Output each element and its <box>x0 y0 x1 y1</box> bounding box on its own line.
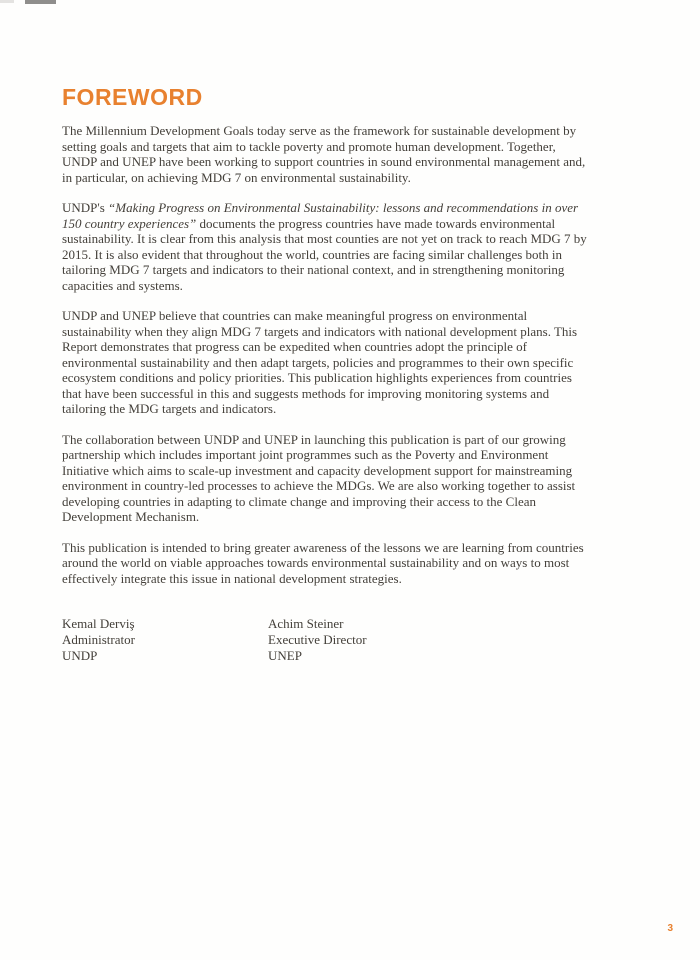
paragraph <box>62 123 593 185</box>
signatory-name: Kemal Derviş <box>62 616 135 631</box>
page-edge-mark-dark <box>25 0 56 4</box>
signature-left <box>62 616 268 664</box>
foreword-body <box>62 123 593 586</box>
paragraph-text-segment: This publication is intended to bring greater awareness of the lessons we are learning from countries around the world on viable approaches towards environmental sustainability and on ways to most effectively integrate this issue in national development strategies. <box>62 539 584 586</box>
signatory-title: Executive Director <box>268 631 367 647</box>
signature-right <box>268 616 474 664</box>
paragraph <box>62 540 593 587</box>
signatory-title: Administrator <box>62 631 135 647</box>
foreword-section <box>62 86 593 664</box>
page-number: 3 <box>667 923 673 934</box>
paragraph-text-segment: “Making Progress on Environmental Sustainability: lessons and recommendations in over 150 country experiences” <box>62 200 579 231</box>
paragraph <box>62 200 593 293</box>
paragraph-text-segment: The collaboration between UNDP and UNEP in launching this publication is part of our growing partnership which includes important joint programmes such as the Poverty and Environment Initiative which aims to scale-up investment and capacity development support for mainstreaming environment in country-led processes to achieve the MDGs. We are also working together to assist developing countries in adapting to climate change and improving their access to the Clean Development Mechanism. <box>62 431 576 524</box>
page-edge-mark-light <box>0 0 14 3</box>
paragraph <box>62 308 593 417</box>
signatory-name: Achim Steiner <box>268 616 344 631</box>
paragraph-text-segment: UNDP and UNEP believe that countries can make meaningful progress on environmental sustainability when they align MDG 7 targets and indicators with national development plans. This Report demonstrates that progress can be expedited when countries adopt the principle of environmental sustainability and then adapt targets, policies and programmes to their own specific ecosystem conditions and policy priorities. This publication highlights experiences from countries that have been successful in this and suggests methods for improving monitoring systems and tailoring the MDG targets and indicators. <box>62 308 578 416</box>
paragraph-text-segment: The Millennium Development Goals today serve as the framework for sustainable development by setting goals and targets that aim to tackle poverty and promote human development. Together, UNDP and UNEP have been working to support countries in sound environmental management and, in particular, on achieving MDG 7 on environmental sustainability. <box>62 123 586 185</box>
signatory-organization: UNDP <box>62 647 98 663</box>
signatory-organization: UNEP <box>268 647 302 663</box>
paragraph <box>62 432 593 525</box>
page-title: FOREWORD <box>62 84 203 110</box>
paragraph-text-segment: UNDP's <box>62 200 109 215</box>
paragraph-text-segment: documents the progress countries have made towards environmental sustainability. It is clear from this analysis that most counties are not yet on track to reach MDG 7 by 2015. It is also evident that throughout the world, countries are facing similar challenges both in tailoring MDG 7 targets and indicators to their national context, and in strengthening monitoring capacities and systems. <box>62 215 587 293</box>
signature-block <box>62 616 593 664</box>
